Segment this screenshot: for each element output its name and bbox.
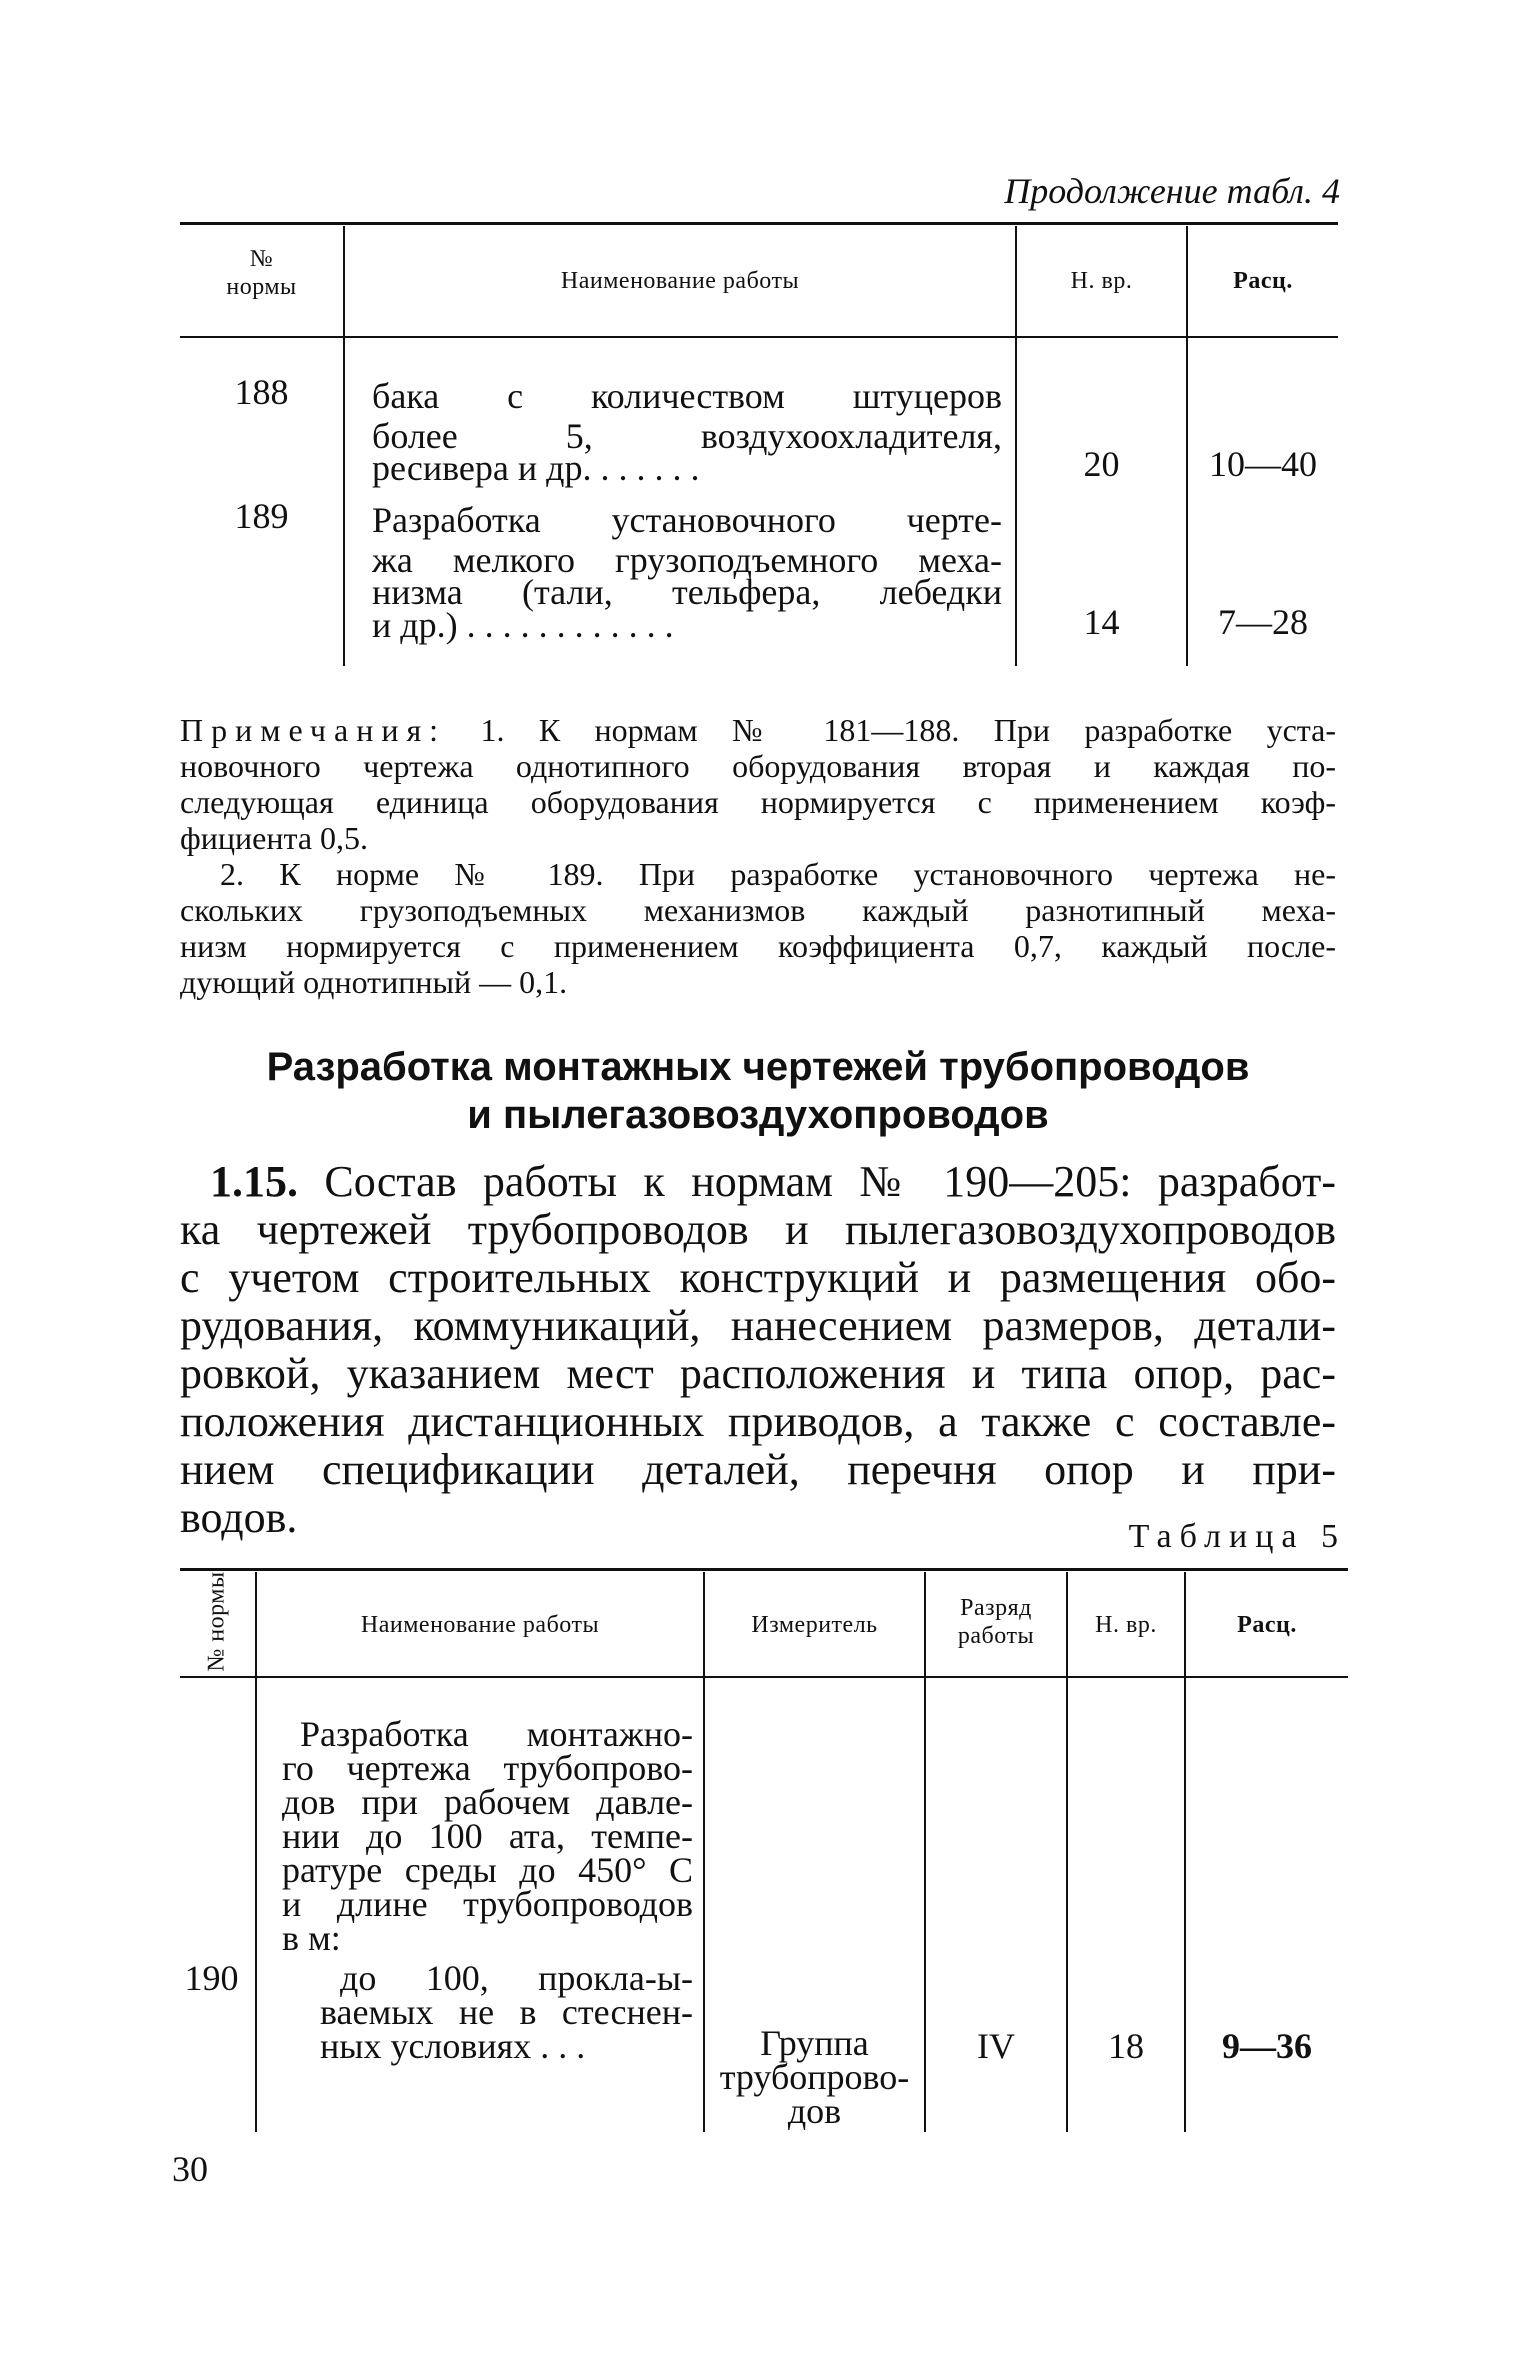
table4-row188-line: ресивера и др. . . . . . . — [372, 448, 700, 488]
note2-line: скольких грузоподъемных механизмов каждый разнотипный меха- — [180, 892, 1336, 928]
paragraph-line: рудования, коммуникаций, нанесением размеров, детали- — [180, 1301, 1336, 1350]
section-title-line: и пылегазовоздухопроводов — [467, 1093, 1049, 1137]
paragraph-lead: 1.15. — [210, 1157, 298, 1206]
note1-line: фициента 0,5. — [180, 820, 369, 856]
table5-col-divider — [255, 1572, 257, 2132]
notes-label: Примечания: — [180, 712, 447, 748]
table5-row190-subline: до 100, прокла-ы- — [340, 1958, 693, 1998]
table5-row190-line: нии до 100 ата, темпе- — [282, 1816, 693, 1856]
table5-row190-line: и длине трубопроводов — [282, 1884, 693, 1924]
table4-header-hvr: Н. вр. — [1070, 268, 1133, 294]
table5-row190-line: Разработка монтажно- — [300, 1714, 693, 1754]
table5-row190-line: го чертежа трубопрово- — [282, 1748, 693, 1788]
note1-line — [180, 712, 1336, 748]
table4-header-rule — [180, 336, 1338, 338]
table4-row189-line: низма (тали, тельфера, лебедки — [372, 572, 1002, 612]
note2-line: низм нормируется с применением коэффициента 0,7, каждый после- — [180, 928, 1336, 964]
table5-row190-line: дов при рабочем давле- — [282, 1782, 693, 1822]
table4-row189-line: Разработка установочного черте- — [372, 500, 1002, 540]
paragraph-line: водов. — [180, 1493, 298, 1542]
table5-header-name: Наименование работы — [360, 1612, 600, 1638]
table5-header-unit: Измеритель — [751, 1612, 878, 1638]
paragraph-line: положения дистанционных приводов, а также с составле- — [180, 1397, 1336, 1446]
table5-header-num: № нормы — [203, 1571, 230, 1672]
table4-header-name: Наименование работы — [560, 268, 800, 294]
table4-header-num: № нормы — [226, 246, 297, 300]
paragraph-line: ровкой, указанием мест расположения и типа опор, рас- — [180, 1349, 1336, 1398]
table5-top-rule — [180, 1568, 1348, 1571]
table4-row189-line: и др.) . . . . . . . . . . . . — [372, 605, 674, 645]
paragraph-first: Состав работы к нормам № 190—205: разработ- — [324, 1157, 1336, 1206]
table5-caption: Таблица 5 — [1128, 1518, 1346, 1555]
table5-header-rule — [180, 1676, 1348, 1678]
page-number: 30 — [172, 2149, 208, 2189]
note1-first: 1. К нормам № 181—188. При разработке уста- — [480, 712, 1337, 748]
section-title-line: Разработка монтажных чертежей трубопроводов — [266, 1045, 1250, 1089]
table5-row190-unit: Группа трубопрово- дов — [719, 2023, 910, 2131]
paragraph-line: ка чертежей трубопроводов и пылегазовоздухопроводов — [180, 1205, 1336, 1254]
table5-row190-rate: 9—36 — [1222, 2026, 1312, 2066]
note2-line: 2. К норме № 189. При разработке установочного чертежа не- — [220, 856, 1336, 892]
table4-row188-num: 188 — [234, 372, 289, 412]
table4-top-rule — [180, 222, 1338, 225]
table4-header-rate: Расц. — [1233, 268, 1293, 294]
table4-row189-hvr: 14 — [1083, 602, 1120, 642]
note1-line: следующая единица оборудования нормируется с применением коэф- — [180, 784, 1336, 820]
table5-row190-subline: ваемых не в стеснен- — [320, 1992, 693, 2032]
table4-row188-rate: 10—40 — [1209, 444, 1317, 484]
table5-row190-hvr: 18 — [1108, 2026, 1144, 2066]
table4-row188-line: более 5, воздухоохладителя, — [372, 416, 1002, 456]
table5-row190-line: в м: — [282, 1918, 341, 1958]
note2-line: дующий однотипный — 0,1. — [180, 964, 568, 1000]
continuation-caption: Продолжение табл. 4 — [1004, 171, 1340, 211]
table4-row189-line: жа мелкого грузоподъемного меха- — [372, 540, 1002, 580]
table4-row189-num: 189 — [234, 496, 289, 536]
table5-header-grade: Разряд работы — [957, 1595, 1035, 1649]
table4-row188-line: бака с количеством штуцеров — [372, 376, 1002, 416]
paragraph-line — [210, 1158, 1336, 1206]
table5-row190-num: 190 — [184, 1958, 239, 1998]
paragraph-line: нием спецификации деталей, перечня опор и при- — [180, 1445, 1336, 1494]
paragraph-line: с учетом строительных конструкций и размещения обо- — [180, 1253, 1336, 1302]
note1-line: новочного чертежа однотипного оборудования вторая и каждая по- — [180, 748, 1336, 784]
table5-row190-grade: IV — [977, 2026, 1015, 2066]
table5-header-hvr: Н. вр. — [1095, 1612, 1157, 1638]
table4-row188-hvr: 20 — [1083, 444, 1120, 484]
table5-row190-line: ратуре среды до 450° С — [282, 1850, 693, 1890]
table5-row190-subline: ных условиях . . . — [320, 2026, 586, 2066]
table4-row189-rate: 7—28 — [1218, 602, 1308, 642]
table5-header-rate: Расц. — [1237, 1612, 1297, 1638]
